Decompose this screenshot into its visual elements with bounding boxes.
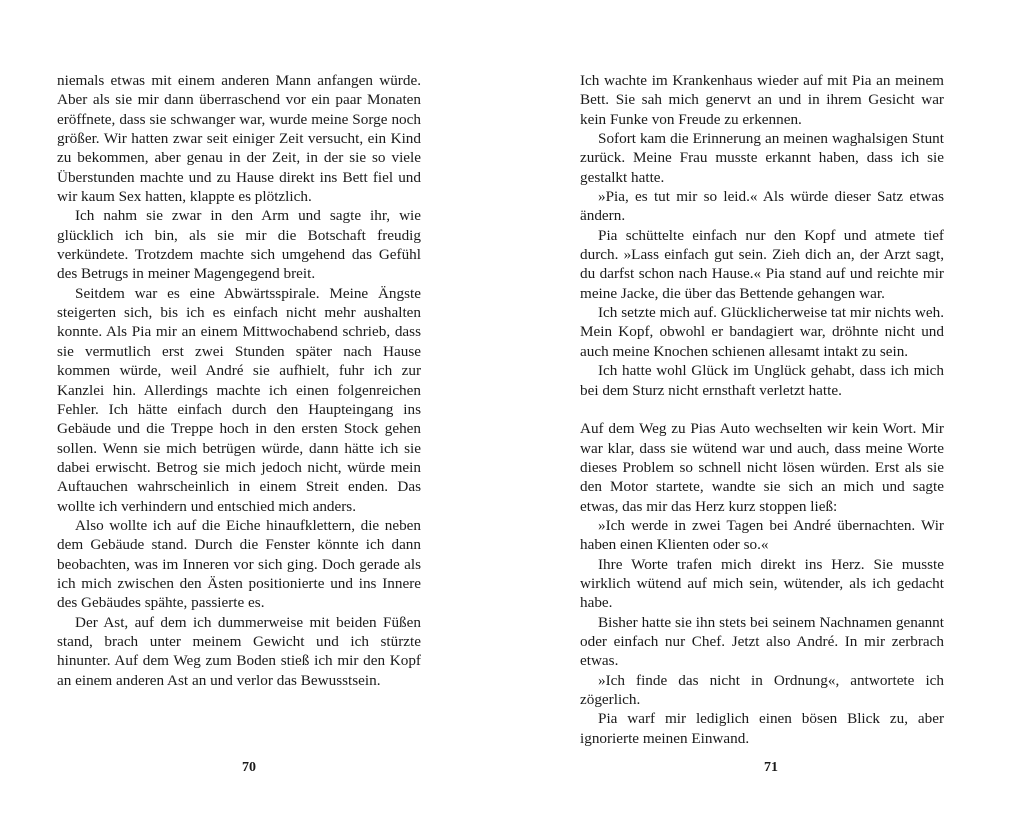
paragraph: Auf dem Weg zu Pias Auto wechselten wir kein Wort. Mir war klar, dass sie wütend war und auch, dass meine Worte dieses Problem so schnell nicht lösen würden. Erst als sie den Motor startete, wandte sie sich an mich und sagte etwas, das mir das Herz kurz stoppen ließ: bbox=[580, 420, 944, 515]
paragraph: Sofort kam die Erinnerung an meinen waghalsigen Stunt zurück. Meine Frau musste erkannt haben, dass ich sie gestalkt hatte. bbox=[580, 130, 944, 186]
page-number-left: 70 bbox=[242, 760, 256, 775]
paragraph: Ich setzte mich auf. Glücklicherweise tat mir nichts weh. Mein Kopf, obwohl er bandagiert war, dröhnte nicht und auch meine Knochen schienen allesamt intakt zu sein. bbox=[580, 304, 944, 360]
paragraph: »Ich finde das nicht in Ordnung«, antwortete ich zögerlich. bbox=[580, 671, 944, 708]
page-number-right: 71 bbox=[764, 760, 778, 775]
paragraph: Pia warf mir lediglich einen bösen Blick zu, aber ignorierte meinen Einwand. bbox=[580, 710, 944, 747]
paragraph: Ich wachte im Krankenhaus wieder auf mit Pia an meinem Bett. Sie sah mich genervt an und in ihrem Gesicht war kein Funke von Freude zu erkennen. bbox=[580, 72, 944, 128]
paragraph: »Ich werde in zwei Tagen bei André übernachten. Wir haben einen Klienten oder so.« bbox=[580, 516, 944, 554]
paragraph: Also wollte ich auf die Eiche hinaufklettern, die neben dem Gebäude stand. Durch die Fenster könnte ich dann beobachten, was im Inneren vor sich ging. Doch gerade als ich mich zwischen den Ästen positionierte und ins Innere des Gebäudes spähte, passierte es. bbox=[57, 516, 421, 612]
paragraph: Ich nahm sie zwar in den Arm und sagte ihr, wie glücklich ich bin, als sie mir die Botschaft freudig verkündete. Trotzdem machte sich umgehend das Gefühl des Betrugs in meiner Magengegend breit. bbox=[57, 207, 421, 283]
paragraph: Pia schüttelte einfach nur den Kopf und atmete tief durch. »Lass einfach gut sein. Zieh dich an, der Arzt sagt, du darfst schon nach Hause.« Pia stand auf und reichte mir meine Jacke, die über das Bettende gehangen war. bbox=[580, 226, 944, 302]
paragraph: Ihre Worte trafen mich direkt ins Herz. Sie musste wirklich wütend auf mich sein, wütender, als ich gedacht habe. bbox=[580, 555, 944, 612]
paragraph: Ich hatte wohl Glück im Unglück gehabt, dass ich mich bei dem Sturz nicht ernsthaft verletzt hatte. bbox=[580, 362, 944, 399]
paragraph: niemals etwas mit einem anderen Mann anfangen würde. Aber als sie mir dann überraschend vor ein paar Monaten eröffnete, dass sie schwanger war, wurde meine Sorge noch größer. Wir hatten zwar seit einiger Zeit versucht, ein Kind zu bekommen, aber genau in der Zeit, in der sie so viele Überstunden machte und zu Hause direkt ins Bett fiel und wir kaum Sex hatten, klappte es plötzlich. bbox=[57, 72, 421, 206]
paragraph: Seitdem war es eine Abwärtsspirale. Meine Ängste steigerten sich, bis ich es einfach nicht mehr aushalten konnte. Als Pia mir an einem Mittwochabend schrieb, dass sie vermutlich erst zwei Stunden später nach Hause kommen würde, weil André sie aufhielt, fuhr ich zur Kanzlei hin. Allerdings machte ich einen folgenreichen Fehler. Ich hätte einfach durch den Haupteingang ins Gebäude und die Treppe hoch in den ersten Stock gehen sollen. Wenn sie mich betrügen würde, dann hätte ich sie dabei erwischt. Betrog sie mich jedoch nicht, würde mein Auftauchen wahrscheinlich in einem Streit enden. Das wollte ich verhindern und entschied mich anders. bbox=[57, 284, 421, 515]
paragraph: Bisher hatte sie ihn stets bei seinem Nachnamen genannt oder einfach nur Chef. Jetzt also André. In mir zerbrach etwas. bbox=[580, 613, 944, 670]
left-page-text bbox=[57, 71, 421, 690]
right-page-text bbox=[580, 71, 944, 748]
paragraph: Der Ast, auf dem ich dummerweise mit beiden Füßen stand, brach unter meinem Gewicht und ich stürzte hinunter. Auf dem Weg zum Boden stieß ich mir den Kopf an einem anderen Ast an und verlor das Bewusstsein. bbox=[57, 613, 421, 689]
paragraph: »Pia, es tut mir so leid.« Als würde dieser Satz etwas ändern. bbox=[580, 188, 944, 225]
